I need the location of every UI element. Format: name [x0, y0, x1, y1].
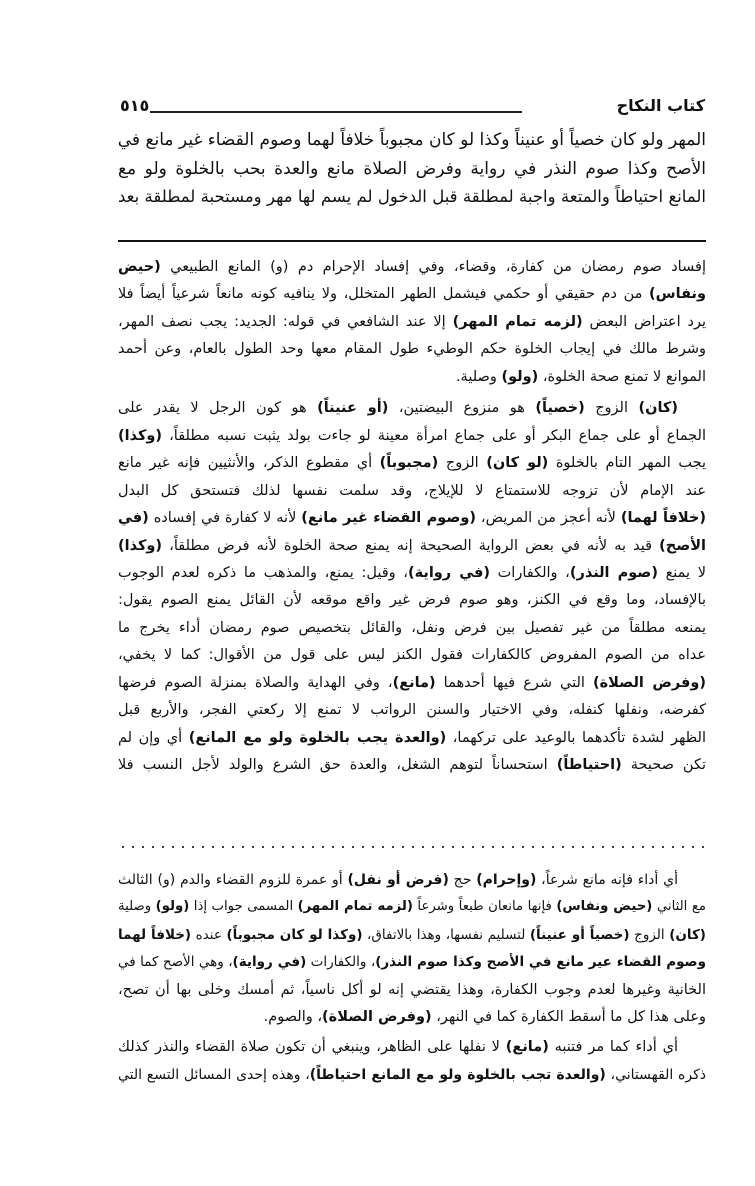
- text-segment: ، وقيل: يمنع، والمذهب ما ذكره لعدم الوجوب: [118, 564, 408, 581]
- text-segment: ، وفي الهداية والصلاة بمنزلة الصوم فرضها: [118, 674, 393, 691]
- text-segment: المانع احتياطاً والمتعة واجبة لمطلقة قبل الدخول لم يسم لها مهر ومستحبة لمطلقة بعد: [118, 187, 706, 206]
- matn-quote: (أو عنيناً): [317, 400, 389, 417]
- text-segment: فإنها مانعان طبعاً وشرعاً: [412, 899, 557, 915]
- text-segment: هو منزوع البيضتين،: [388, 400, 536, 417]
- text-line: [118, 899, 706, 914]
- text-line: [118, 159, 706, 179]
- text-segment: أي أداء كما مر فتنبه: [548, 1039, 679, 1056]
- text-segment: الزوج: [629, 926, 670, 943]
- page-number: ٥١٥: [120, 96, 150, 115]
- text-line: [118, 954, 706, 970]
- text-line: [118, 187, 706, 206]
- text-segment: عند الإمام لأن تزوجه للاستمتاع لا للإيلاج، وقد سلمت نفسها لذلك فتستحق كل البدل: [118, 482, 706, 499]
- matn-quote: وصوم القضاء عير مانع في الأصح وكذا صوم النذر): [375, 954, 706, 971]
- text-segment: استحساناً لتوهم الشغل، والعدة حق الشرع والولد لأجل النسب فلا: [118, 757, 557, 774]
- matn-quote: (ولو): [501, 368, 539, 385]
- text-segment: قيد به لأنه في بعض الرواية الصحيحة إنه يمنع صحة الخلوة لأنه فرض مطلقاً،: [162, 537, 660, 554]
- text-segment: الخانية وغيرها لعدم وجوب الكفارة، وهذا يقتضي إنه لو أكل ناسياً، ثم أمسك وخلى بها أن تصح،: [118, 981, 706, 998]
- text-segment: ، وهذه إحدى المسائل التسع التي: [118, 1066, 310, 1083]
- matn-quote: (احتياطاً): [556, 757, 622, 774]
- matn-quote: (في رواية): [232, 954, 307, 971]
- matn-quote: (حيض ونفاس): [556, 899, 653, 915]
- text-line: [118, 1009, 706, 1025]
- text-segment: ، وهي الأصح كما في: [118, 954, 233, 971]
- text-segment: الموانع لا تمنع صحة الخلوة،: [538, 368, 706, 385]
- text-line: [118, 730, 706, 746]
- text-segment: يرد اعتراض البعض: [582, 313, 706, 330]
- text-segment: لا يمنع: [657, 564, 706, 581]
- text-segment: لأنه لا كفارة في إفساده: [148, 510, 302, 527]
- text-line: [118, 400, 706, 416]
- matn-quote: (خصياً): [535, 400, 585, 417]
- matn-quote: (وفرض الصلاة): [592, 674, 707, 691]
- text-line: [118, 675, 706, 691]
- text-segment: تكن صحيحة: [621, 757, 706, 774]
- text-line: [118, 592, 706, 608]
- text-segment: إفساد صوم رمضان من كفارة، وقضاء، وفي إفساد الإحرام دم (و) المانع الطبيعي: [160, 259, 706, 275]
- text-segment: المهر ولو كان خصياً أو عنيناً وكذا لو كان مجبوباً خلافاً لهما وصوم القضاء غير مانع في: [117, 130, 706, 150]
- text-segment: الجماع أو على جماع البكر أو على جماع امرأة معينة لو جاءت بولد يثبت نسبه مطلقاً،: [162, 427, 706, 444]
- text-segment: ذكره القهستاني،: [605, 1066, 706, 1083]
- text-segment: وشرط مالك في إيجاب الخلوة حكم الوطيء طول المقام معها وحد الطول بالعام، وعن أحمد: [118, 341, 706, 358]
- text-segment: مع الثاني: [652, 899, 706, 915]
- text-line: [118, 647, 706, 663]
- text-line: [118, 314, 706, 330]
- matn-quote: (وكذا): [118, 537, 163, 554]
- matn-quote: (في: [118, 510, 149, 527]
- matn-quote: (لزمه تمام المهر): [452, 313, 583, 330]
- matn-quote: (وإحرام): [476, 872, 537, 888]
- text-line: [118, 259, 706, 275]
- text-segment: المسمى جواب إذا: [189, 899, 298, 915]
- text-segment: التي شرع فيها أحدهما: [435, 674, 593, 691]
- text-line: [118, 341, 706, 357]
- text-line: [118, 1067, 706, 1083]
- text-segment: حج: [448, 872, 477, 888]
- matn-quote: (خلافاً لهما): [620, 510, 707, 527]
- text-segment: لا نفلها على الظاهر، وينبغي أن تكون صلاة القضاء والنذر كذلك: [118, 1039, 506, 1056]
- matn-quote: (والعدة تجب بالخلوة ولو مع المانع احتياطاً): [309, 1066, 606, 1083]
- text-segment: لتسليم نفسها، وهذا بالاتفاق،: [362, 926, 530, 943]
- matn-quote: (وكذا لو كان مجبوباً): [226, 926, 363, 943]
- matn-quote: (ولو): [155, 899, 190, 915]
- matn-quote: (في رواية): [407, 564, 491, 581]
- matn-quote: (لو كان): [486, 455, 549, 472]
- text-segment: أي مقطوع الذكر، والأنثيين فإنه غير مانع: [118, 455, 380, 472]
- text-segment: من دم حقيقي أو حكمي فيشمل الطهر المتخلل، ولا ينافيه كونه مانعاً شرعياً أيضاً فلا: [118, 286, 650, 303]
- text-line: [118, 982, 706, 998]
- header-rule: [150, 111, 522, 113]
- matn-quote: (مجبوباً): [379, 455, 439, 472]
- text-line: [118, 369, 706, 385]
- chapter-title: كتاب النكاح: [616, 96, 705, 115]
- text-line: [118, 872, 706, 888]
- text-segment: هو كون الرجل لا يقدر على: [118, 400, 318, 417]
- text-segment: ، والصوم.: [263, 1009, 323, 1025]
- text-segment: أي وإن لم: [118, 729, 189, 746]
- text-line: [118, 1039, 706, 1055]
- text-segment: ، والكفارات: [306, 954, 376, 971]
- text-line: [118, 286, 706, 302]
- text-segment: عنده: [191, 926, 227, 943]
- text-segment: الزوج: [438, 455, 487, 472]
- text-segment: عداه من الصوم المفروض كالكفارات فقول الكنز ليس على قول من الأقوال: كما لا يخفي،: [118, 647, 706, 664]
- text-line: [118, 565, 706, 581]
- text-line: [118, 483, 706, 499]
- matn-quote: (وصوم القضاء غير مانع): [301, 510, 476, 527]
- matn-quote: (حيض: [118, 259, 161, 275]
- text-line: [118, 428, 706, 444]
- matn-quote: (كان): [638, 400, 678, 417]
- matn-quote: ونفاس): [649, 286, 706, 303]
- text-segment: إلا عند الشافعي في قوله: الجديد: يجب نصف المهر،: [118, 313, 453, 330]
- matn-quote: (خصياً أو عنيناً): [529, 926, 630, 943]
- text-segment: لأنه أعجز من المريض،: [475, 510, 621, 527]
- text-line: [118, 510, 706, 526]
- text-line: [118, 927, 706, 943]
- text-segment: أو عمرة للزوم القضاء والدم (و) الثالث: [118, 872, 348, 888]
- text-segment: وصلية: [118, 899, 156, 915]
- text-line: [118, 130, 706, 150]
- text-segment: الأصح وكذا صوم النذر في رواية وفرض الصلاة مانع والعدة بحب بالخلوة ولو مع: [118, 158, 706, 179]
- text-line: [118, 702, 706, 718]
- text-segment: وصلية.: [455, 368, 502, 385]
- text-segment: الزوج: [584, 400, 639, 417]
- text-segment: بالإفساد، وما وقع في الكنز، وهو صوم فرض غير واقع موقعه لأن القائل يمنع الصوم يقول:: [118, 592, 706, 609]
- matn-quote: (لزمه تمام المهر): [297, 899, 413, 915]
- dotted-separator: [118, 846, 706, 848]
- matn-quote: (فرض أو نفل): [347, 872, 449, 888]
- matn-quote: الأصح): [659, 537, 706, 554]
- text-line: [118, 538, 706, 554]
- text-line: [118, 757, 706, 773]
- text-segment: أي أداء فإنه مانع شرعاً،: [536, 872, 678, 888]
- matn-quote: (مانع): [505, 1039, 549, 1056]
- matn-quote: (صوم النذر): [569, 564, 658, 581]
- text-segment: ، والكفارات: [490, 564, 570, 581]
- text-segment: كفرضه، ونفلها كنفله، وفي الاختيار والسنن الرواتب لا تمنع إلا ركعتي الفجر، والأربع قبل: [118, 702, 706, 719]
- text-segment: يجب المهر التام بالخلوة: [548, 455, 707, 472]
- text-line: [118, 620, 706, 636]
- matn-quote: (وكذا): [118, 427, 163, 444]
- matn-quote: (وفرض الصلاة): [322, 1009, 432, 1025]
- matn-quote: (كان): [669, 926, 706, 943]
- matn-quote: (والعدة يجب بالخلوة ولو مع المانع): [188, 729, 447, 746]
- text-segment: وعلى هذا كل ما أسقط الكفارة كما في النهر،: [431, 1009, 706, 1025]
- text-segment: يمنعه مطلقاً من غير تفصيل بين فرض ونفل، والقائل بتخصيص صوم رمضان أداء يخرج ما: [118, 619, 706, 636]
- footnote-separator: [118, 240, 706, 242]
- text-segment: الظهر لشدة تأكدهما بالوعيد على تركهما،: [446, 729, 706, 746]
- matn-quote: (خلافاً لهما: [118, 926, 192, 943]
- matn-quote: (مانع): [392, 674, 436, 691]
- text-line: [118, 455, 706, 471]
